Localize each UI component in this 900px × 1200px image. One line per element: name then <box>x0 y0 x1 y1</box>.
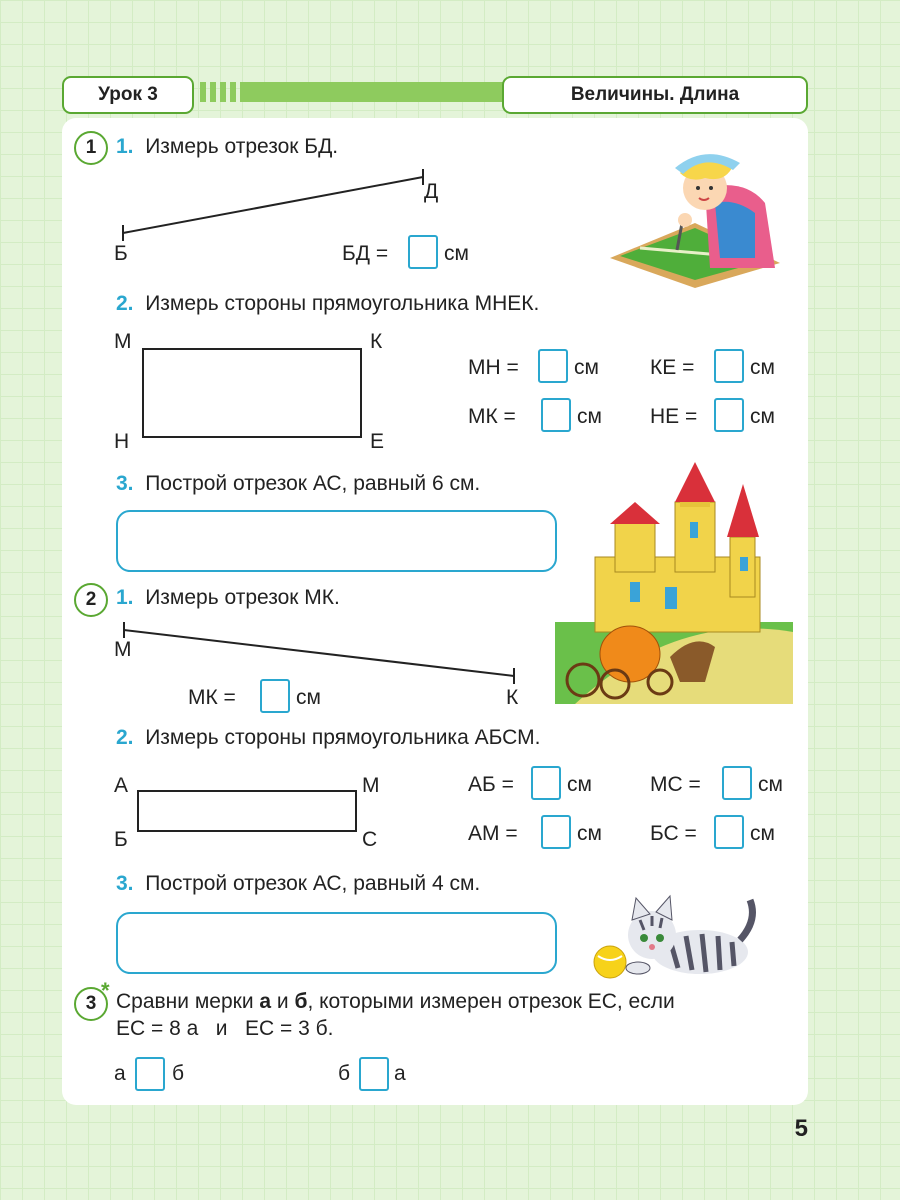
segment-mk <box>110 620 530 690</box>
answer-label: МК = <box>188 686 236 709</box>
point-label: М <box>114 638 132 661</box>
kitten-illustration <box>590 890 760 982</box>
compare-right: а <box>394 1062 406 1085</box>
header-decoration <box>200 82 510 102</box>
unit-label: см <box>296 686 321 709</box>
rectangle-mnek <box>142 348 362 438</box>
castle-carriage-illustration <box>555 462 793 704</box>
task1-part1-prompt: 1. Измерь отрезок БД. <box>116 135 339 158</box>
girl-drawing-illustration <box>605 148 785 290</box>
task1-part3-prompt: 3. Построй отрезок АС, равный 6 см. <box>116 472 481 495</box>
unit-label: см <box>750 405 775 428</box>
task3-prompt-line1: Сравни мерки а и б, которыми измерен отрезок ЕС, если <box>116 990 675 1013</box>
corner-label: Е <box>370 430 385 453</box>
answer-label: БС = <box>650 822 697 845</box>
answer-box[interactable] <box>541 398 571 432</box>
compare-right: б <box>172 1062 185 1085</box>
drawing-field[interactable] <box>116 912 557 974</box>
answer-box[interactable] <box>531 766 561 800</box>
answer-label: БД = <box>342 242 389 265</box>
answer-box[interactable] <box>714 398 744 432</box>
corner-label: М <box>362 774 380 797</box>
compare-box[interactable] <box>135 1057 165 1091</box>
task2-number: 2 <box>74 583 108 617</box>
point-label: К <box>506 686 519 709</box>
lesson-label: Урок 3 <box>62 76 194 114</box>
answer-label: МН = <box>468 356 519 379</box>
unit-label: см <box>577 822 602 845</box>
unit-label: см <box>758 773 783 796</box>
unit-label: см <box>577 405 602 428</box>
unit-label: см <box>574 356 599 379</box>
task1-number: 1 <box>74 131 108 165</box>
compare-box[interactable] <box>359 1057 389 1091</box>
corner-label: М <box>114 330 132 353</box>
unit-label: см <box>444 242 469 265</box>
segment-bd <box>110 165 440 245</box>
task2-part1-prompt: 1. Измерь отрезок МК. <box>116 586 340 609</box>
unit-label: см <box>750 356 775 379</box>
corner-label: С <box>362 828 378 851</box>
answer-box[interactable] <box>260 679 290 713</box>
topic-title: Величины. Длина <box>502 76 808 114</box>
compare-left: а <box>114 1062 126 1085</box>
rectangle-absm <box>137 790 357 832</box>
corner-label: К <box>370 330 383 353</box>
task1-part2-prompt: 2. Измерь стороны прямоугольника МНЕК. <box>116 292 540 315</box>
answer-label: АМ = <box>468 822 518 845</box>
task3-number: 3 <box>74 987 108 1021</box>
drawing-field[interactable] <box>116 510 557 572</box>
answer-label: НЕ = <box>650 405 698 428</box>
answer-label: МК = <box>468 405 516 428</box>
answer-label: АБ = <box>468 773 514 796</box>
answer-box[interactable] <box>408 235 438 269</box>
unit-label: см <box>750 822 775 845</box>
corner-label: А <box>114 774 129 797</box>
answer-label: КЕ = <box>650 356 695 379</box>
answer-box[interactable] <box>722 766 752 800</box>
task3-prompt-line2: ЕС = 8 а и ЕС = 3 б. <box>116 1017 334 1040</box>
challenge-star-icon: * <box>101 978 110 1003</box>
answer-box[interactable] <box>538 349 568 383</box>
task2-part2-prompt: 2. Измерь стороны прямоугольника АБСМ. <box>116 726 541 749</box>
corner-label: Н <box>114 430 130 453</box>
answer-label: МС = <box>650 773 701 796</box>
page-number: 5 <box>794 1115 808 1142</box>
unit-label: см <box>567 773 592 796</box>
point-label: Б <box>114 242 128 265</box>
point-label: Д <box>424 180 439 203</box>
answer-box[interactable] <box>714 349 744 383</box>
corner-label: Б <box>114 828 128 851</box>
compare-left: б <box>338 1062 351 1085</box>
answer-box[interactable] <box>541 815 571 849</box>
answer-box[interactable] <box>714 815 744 849</box>
task2-part3-prompt: 3. Построй отрезок АС, равный 4 см. <box>116 872 481 895</box>
